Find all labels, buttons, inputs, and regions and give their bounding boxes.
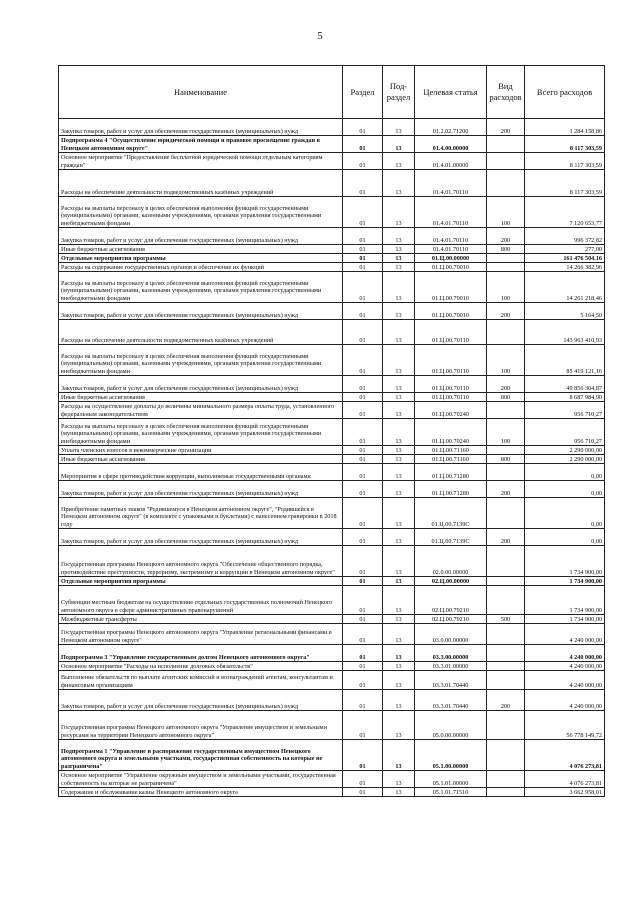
cell-vsego: 1 284 158,86 bbox=[525, 119, 605, 136]
cell-vsego: 8 117 303,59 bbox=[525, 170, 605, 197]
cell-vsego: 4 240 000,00 bbox=[525, 690, 605, 711]
cell-name: Закупка товаров, работ и услуг для обеспечения государственных (муниципальных) нужд bbox=[59, 481, 343, 498]
table-row bbox=[59, 464, 605, 481]
cell-vsego: 85 419 121,16 bbox=[525, 345, 605, 376]
table-row bbox=[59, 740, 605, 771]
cell-name: Закупка товаров, работ и услуг для обеспечения государственных (муниципальных) нужд bbox=[59, 303, 343, 320]
table-row bbox=[59, 393, 605, 402]
cell-podrazdel: 13 bbox=[383, 788, 415, 797]
cell-razdel: 01 bbox=[343, 119, 383, 136]
cell-razdel: 01 bbox=[343, 446, 383, 455]
cell-celevaya: 01.Ц.00.7139С bbox=[415, 498, 487, 529]
cell-vid bbox=[487, 320, 525, 345]
cell-podrazdel: 13 bbox=[383, 546, 415, 577]
cell-vsego: 4 240 000,00 bbox=[525, 671, 605, 690]
cell-razdel: 01 bbox=[343, 671, 383, 690]
table-row bbox=[59, 345, 605, 376]
cell-razdel: 01 bbox=[343, 376, 383, 393]
cell-celevaya: 01.Ц.00.70110 bbox=[415, 376, 487, 393]
cell-celevaya: 01.4.01.70110 bbox=[415, 197, 487, 228]
cell-name: Государственная программа Ненецкого автономного округа "Управление региональными финансами в Ненецком автономном округе" bbox=[59, 624, 343, 645]
cell-vid: 100 bbox=[487, 197, 525, 228]
cell-name: Расходы на содержание государственных органов и обеспечение их функций bbox=[59, 263, 343, 272]
cell-name: Основное мероприятие "Расходы на исполнение долговых обязательств" bbox=[59, 662, 343, 671]
cell-celevaya: 02.Ц.00.00000 bbox=[415, 577, 487, 586]
cell-vid: 200 bbox=[487, 376, 525, 393]
cell-razdel: 01 bbox=[343, 245, 383, 254]
cell-celevaya: 02.0.00.00000 bbox=[415, 546, 487, 577]
cell-vsego: 143 963 410,93 bbox=[525, 320, 605, 345]
table-row bbox=[59, 153, 605, 170]
table-row bbox=[59, 771, 605, 788]
cell-vsego: 56 778 149,72 bbox=[525, 711, 605, 740]
cell-name: Мероприятия в сфере противодействия коррупции, выполняемые государственными органами bbox=[59, 464, 343, 481]
cell-razdel: 01 bbox=[343, 690, 383, 711]
table-row bbox=[59, 498, 605, 529]
table-row bbox=[59, 263, 605, 272]
cell-vid bbox=[487, 771, 525, 788]
cell-razdel: 01 bbox=[343, 170, 383, 197]
table-row bbox=[59, 245, 605, 254]
cell-name: Расходы на обеспечение деятельности подведомственных казённых учреждений bbox=[59, 170, 343, 197]
cell-razdel: 01 bbox=[343, 419, 383, 446]
cell-podrazdel: 13 bbox=[383, 320, 415, 345]
cell-vid bbox=[487, 645, 525, 662]
cell-vid: 200 bbox=[487, 529, 525, 546]
cell-celevaya: 03.3.00.00000 bbox=[415, 645, 487, 662]
cell-vid bbox=[487, 624, 525, 645]
cell-celevaya: 05.0.00.00000 bbox=[415, 711, 487, 740]
cell-name: Выполнение обязательств по выплате агентских комиссий и вознаграждений агентам, консультантам и финансовым организациям bbox=[59, 671, 343, 690]
cell-vsego: 0,00 bbox=[525, 464, 605, 481]
cell-razdel: 01 bbox=[343, 529, 383, 546]
table-row bbox=[59, 586, 605, 615]
cell-vid bbox=[487, 662, 525, 671]
header-podrazdel: Под-раздел bbox=[383, 66, 415, 119]
cell-vsego: 1 734 900,00 bbox=[525, 615, 605, 624]
header-celevaya: Целевая статья bbox=[415, 66, 487, 119]
cell-razdel: 01 bbox=[343, 577, 383, 586]
table-row bbox=[59, 711, 605, 740]
cell-name: Закупка товаров, работ и услуг для обеспечения государственных (муниципальных) нужд bbox=[59, 228, 343, 245]
table-row bbox=[59, 170, 605, 197]
cell-celevaya: 01.Ц.00.70010 bbox=[415, 272, 487, 303]
cell-razdel: 01 bbox=[343, 393, 383, 402]
table-row bbox=[59, 481, 605, 498]
cell-name: Государственная программа Ненецкого автономного округа "Обеспечение общественного порядка, противодействие преступности, терроризму, экстремизму и коррупции в Ненецком автономном округе" bbox=[59, 546, 343, 577]
cell-name: Закупка товаров, работ и услуг для обеспечения государственных (муниципальных) нужд bbox=[59, 529, 343, 546]
cell-razdel: 01 bbox=[343, 320, 383, 345]
cell-celevaya: 01.4.00.00000 bbox=[415, 136, 487, 153]
cell-vsego: 5 164,50 bbox=[525, 303, 605, 320]
cell-name: Отдельные мероприятия программы bbox=[59, 577, 343, 586]
cell-name: Отдельные мероприятия программы bbox=[59, 254, 343, 263]
cell-vid: 200 bbox=[487, 481, 525, 498]
cell-vid bbox=[487, 788, 525, 797]
cell-name: Межбюджетные трансферты bbox=[59, 615, 343, 624]
cell-podrazdel: 13 bbox=[383, 393, 415, 402]
table-row bbox=[59, 645, 605, 662]
cell-podrazdel: 13 bbox=[383, 577, 415, 586]
cell-name: Иные бюджетные ассигнования bbox=[59, 393, 343, 402]
table-row bbox=[59, 690, 605, 711]
cell-name: Расходы на обеспечение деятельности подведомственных казённых учреждений bbox=[59, 320, 343, 345]
cell-razdel: 01 bbox=[343, 498, 383, 529]
cell-name: Основное мероприятие "Предоставление бесплатной юридической помощи отдельным категориям граждан" bbox=[59, 153, 343, 170]
cell-podrazdel: 13 bbox=[383, 170, 415, 197]
cell-celevaya: 05.1.01.00000 bbox=[415, 771, 487, 788]
cell-vsego: 956 710,27 bbox=[525, 419, 605, 446]
cell-name: Подпрограмма 4 "Осуществление юридической помощи и правовое просвещение граждан в Ненецком автономном округе" bbox=[59, 136, 343, 153]
cell-vid bbox=[487, 136, 525, 153]
cell-vid: 800 bbox=[487, 455, 525, 464]
cell-celevaya: 03.0.00.00000 bbox=[415, 624, 487, 645]
cell-podrazdel: 13 bbox=[383, 136, 415, 153]
cell-podrazdel: 13 bbox=[383, 119, 415, 136]
table-row bbox=[59, 446, 605, 455]
cell-name: Расходы на осуществление доплаты до величины минимального размера оплаты труда, установленного федеральным законодательством bbox=[59, 402, 343, 419]
table-row bbox=[59, 197, 605, 228]
cell-razdel: 01 bbox=[343, 254, 383, 263]
table-row bbox=[59, 119, 605, 136]
cell-podrazdel: 13 bbox=[383, 624, 415, 645]
cell-vsego: 2 290 000,00 bbox=[525, 446, 605, 455]
cell-vid bbox=[487, 254, 525, 263]
table-row bbox=[59, 320, 605, 345]
cell-podrazdel: 13 bbox=[383, 711, 415, 740]
cell-vsego: 0,00 bbox=[525, 481, 605, 498]
cell-podrazdel: 13 bbox=[383, 740, 415, 771]
cell-razdel: 01 bbox=[343, 645, 383, 662]
header-vid: Вид расходов bbox=[487, 66, 525, 119]
cell-razdel: 01 bbox=[343, 546, 383, 577]
cell-celevaya: 01.Ц.00.70010 bbox=[415, 303, 487, 320]
table-header-row bbox=[59, 66, 605, 119]
cell-celevaya: 01.Ц.00.70240 bbox=[415, 402, 487, 419]
cell-name: Закупка товаров, работ и услуг для обеспечения государственных (муниципальных) нужд bbox=[59, 690, 343, 711]
cell-vsego: 996 372,82 bbox=[525, 228, 605, 245]
cell-podrazdel: 13 bbox=[383, 419, 415, 446]
cell-vid: 800 bbox=[487, 393, 525, 402]
cell-vsego: 0,00 bbox=[525, 529, 605, 546]
cell-celevaya: 01.Ц.00.71280 bbox=[415, 481, 487, 498]
cell-name: Расходы на выплаты персоналу в целях обеспечения выполнения функций государственными (муниципальными) органами, казенными учреждениями, органами управления государственными внебюджетными фондами bbox=[59, 272, 343, 303]
cell-name: Подпрограмма 1 "Управление и распоряжение государственным имуществом Ненецкого автономного округа и земельными участками, государственная собственность на которые не разграничена" bbox=[59, 740, 343, 771]
cell-vid bbox=[487, 546, 525, 577]
cell-vsego: 14 266 382,96 bbox=[525, 263, 605, 272]
cell-vsego: 956 710,27 bbox=[525, 402, 605, 419]
table-row bbox=[59, 546, 605, 577]
cell-vid bbox=[487, 498, 525, 529]
cell-name: Иные бюджетные ассигнования bbox=[59, 455, 343, 464]
table-row bbox=[59, 228, 605, 245]
cell-celevaya: 03.3.01.70440 bbox=[415, 690, 487, 711]
cell-vid: 800 bbox=[487, 245, 525, 254]
cell-vsego: 1 734 900,00 bbox=[525, 586, 605, 615]
cell-vsego: 4 076 273,81 bbox=[525, 740, 605, 771]
cell-podrazdel: 13 bbox=[383, 153, 415, 170]
table-row bbox=[59, 615, 605, 624]
cell-celevaya: 01.4.01.70110 bbox=[415, 170, 487, 197]
cell-razdel: 01 bbox=[343, 345, 383, 376]
table-row bbox=[59, 254, 605, 263]
cell-celevaya: 01.Ц.00.71160 bbox=[415, 455, 487, 464]
cell-celevaya: 01.Ц.00.7139С bbox=[415, 529, 487, 546]
cell-celevaya: 02.Ц.00.79210 bbox=[415, 615, 487, 624]
table-row bbox=[59, 376, 605, 393]
cell-podrazdel: 13 bbox=[383, 586, 415, 615]
cell-vid bbox=[487, 170, 525, 197]
cell-celevaya: 01.Ц.00.71160 bbox=[415, 446, 487, 455]
table-row bbox=[59, 788, 605, 797]
cell-podrazdel: 13 bbox=[383, 446, 415, 455]
cell-razdel: 01 bbox=[343, 136, 383, 153]
cell-vid bbox=[487, 402, 525, 419]
table-row bbox=[59, 136, 605, 153]
header-vsego: Всего расходов bbox=[525, 66, 605, 119]
cell-celevaya: 01.Ц.00.71280 bbox=[415, 464, 487, 481]
table-row bbox=[59, 455, 605, 464]
cell-vid: 200 bbox=[487, 228, 525, 245]
cell-vid bbox=[487, 711, 525, 740]
cell-podrazdel: 13 bbox=[383, 402, 415, 419]
cell-name: Субвенции местным бюджетам на осуществление отдельных государственных полномочий Ненецкого автономного округа в сфере административных правонарушений bbox=[59, 586, 343, 615]
cell-name: Уплата членских взносов в некоммерческие организации bbox=[59, 446, 343, 455]
cell-vid bbox=[487, 263, 525, 272]
cell-razdel: 01 bbox=[343, 263, 383, 272]
cell-razdel: 01 bbox=[343, 153, 383, 170]
cell-podrazdel: 13 bbox=[383, 615, 415, 624]
cell-razdel: 01 bbox=[343, 455, 383, 464]
table-row bbox=[59, 272, 605, 303]
cell-vid bbox=[487, 577, 525, 586]
cell-podrazdel: 13 bbox=[383, 662, 415, 671]
cell-vid: 200 bbox=[487, 690, 525, 711]
cell-name: Расходы на выплаты персоналу в целях обеспечения выполнения функций государственными (муниципальными) органами, казенными учреждениями, органами управления государственными внебюджетными фондами bbox=[59, 345, 343, 376]
cell-vsego: 4 076 273,81 bbox=[525, 771, 605, 788]
cell-name: Государственная программа Ненецкого автономного округа "Управление имуществом и земельными ресурсами на территории Ненецкого автономного округа" bbox=[59, 711, 343, 740]
cell-razdel: 01 bbox=[343, 740, 383, 771]
cell-celevaya: 05.1.00.00000 bbox=[415, 740, 487, 771]
cell-razdel: 01 bbox=[343, 711, 383, 740]
cell-podrazdel: 13 bbox=[383, 690, 415, 711]
cell-celevaya: 01.4.01.00000 bbox=[415, 153, 487, 170]
cell-vsego: 4 240 000,00 bbox=[525, 624, 605, 645]
cell-celevaya: 01.Ц.00.70010 bbox=[415, 263, 487, 272]
cell-podrazdel: 13 bbox=[383, 771, 415, 788]
table-row bbox=[59, 624, 605, 645]
cell-vsego: 8 687 984,90 bbox=[525, 393, 605, 402]
cell-vid: 500 bbox=[487, 615, 525, 624]
cell-name: Закупка товаров, работ и услуг для обеспечения государственных (муниципальных) нужд bbox=[59, 119, 343, 136]
cell-vid bbox=[487, 671, 525, 690]
cell-razdel: 01 bbox=[343, 788, 383, 797]
cell-razdel: 01 bbox=[343, 303, 383, 320]
cell-vsego: 8 117 303,59 bbox=[525, 153, 605, 170]
page-number: 5 bbox=[317, 30, 323, 42]
cell-podrazdel: 13 bbox=[383, 464, 415, 481]
cell-podrazdel: 13 bbox=[383, 345, 415, 376]
cell-name: Содержание и обслуживание казны Ненецкого автономного округа bbox=[59, 788, 343, 797]
cell-podrazdel: 13 bbox=[383, 481, 415, 498]
cell-podrazdel: 13 bbox=[383, 228, 415, 245]
cell-vsego: 4 240 000,00 bbox=[525, 645, 605, 662]
cell-razdel: 01 bbox=[343, 615, 383, 624]
table-row bbox=[59, 303, 605, 320]
cell-celevaya: 03.3.01.70440 bbox=[415, 671, 487, 690]
cell-vsego: 4 240 000,00 bbox=[525, 662, 605, 671]
cell-vid bbox=[487, 153, 525, 170]
cell-razdel: 01 bbox=[343, 272, 383, 303]
cell-razdel: 01 bbox=[343, 662, 383, 671]
cell-celevaya: 01.4.01.70110 bbox=[415, 228, 487, 245]
cell-vsego: 49 856 304,87 bbox=[525, 376, 605, 393]
cell-vsego: 3 662 958,01 bbox=[525, 788, 605, 797]
cell-razdel: 01 bbox=[343, 624, 383, 645]
cell-podrazdel: 13 bbox=[383, 645, 415, 662]
cell-name: Иные бюджетные ассигнования bbox=[59, 245, 343, 254]
cell-vsego: 161 476 504,16 bbox=[525, 254, 605, 263]
table-row bbox=[59, 529, 605, 546]
cell-vsego: 277,00 bbox=[525, 245, 605, 254]
cell-vid: 200 bbox=[487, 119, 525, 136]
cell-vid: 100 bbox=[487, 345, 525, 376]
cell-podrazdel: 13 bbox=[383, 455, 415, 464]
cell-celevaya: 05.1.01.71510 bbox=[415, 788, 487, 797]
cell-vsego: 8 117 303,59 bbox=[525, 136, 605, 153]
cell-vid: 100 bbox=[487, 419, 525, 446]
cell-celevaya: 01.Ц.00.70110 bbox=[415, 345, 487, 376]
header-name: Наименование bbox=[59, 66, 343, 119]
cell-celevaya: 01.Ц.00.70240 bbox=[415, 419, 487, 446]
cell-vsego: 7 120 653,77 bbox=[525, 197, 605, 228]
cell-podrazdel: 13 bbox=[383, 671, 415, 690]
cell-vid bbox=[487, 586, 525, 615]
cell-vsego: 1 734 900,00 bbox=[525, 546, 605, 577]
cell-celevaya: 01.Ц.00.70110 bbox=[415, 393, 487, 402]
cell-vid: 200 bbox=[487, 303, 525, 320]
cell-podrazdel: 13 bbox=[383, 254, 415, 263]
cell-name: Закупка товаров, работ и услуг для обеспечения государственных (муниципальных) нужд bbox=[59, 376, 343, 393]
cell-vsego: 1 734 900,00 bbox=[525, 577, 605, 586]
cell-vid bbox=[487, 446, 525, 455]
cell-celevaya: 01.4.01.70110 bbox=[415, 245, 487, 254]
cell-razdel: 01 bbox=[343, 228, 383, 245]
cell-podrazdel: 13 bbox=[383, 245, 415, 254]
cell-podrazdel: 13 bbox=[383, 263, 415, 272]
header-razdel: Раздел bbox=[343, 66, 383, 119]
cell-podrazdel: 13 bbox=[383, 303, 415, 320]
cell-podrazdel: 13 bbox=[383, 376, 415, 393]
cell-celevaya: 03.3.01.00000 bbox=[415, 662, 487, 671]
cell-razdel: 01 bbox=[343, 402, 383, 419]
cell-vid: 100 bbox=[487, 272, 525, 303]
cell-name: Подпрограмма 3 "Управление государственным долгом Ненецкого автономного округа" bbox=[59, 645, 343, 662]
table-row bbox=[59, 419, 605, 446]
cell-razdel: 01 bbox=[343, 586, 383, 615]
cell-name: Расходы на выплаты персоналу в целях обеспечения выполнения функций государственными (муниципальными) органами, казенными учреждениями, органами управления государственными внебюджетными фондами bbox=[59, 419, 343, 446]
cell-name: Основное мероприятие "Управление окружным имуществом и земельными участками, государственная собственность на которые не разграничена" bbox=[59, 771, 343, 788]
cell-vsego: 2 290 000,00 bbox=[525, 455, 605, 464]
cell-razdel: 01 bbox=[343, 481, 383, 498]
table-row bbox=[59, 577, 605, 586]
cell-vid bbox=[487, 740, 525, 771]
cell-celevaya: 02.Ц.00.79210 bbox=[415, 586, 487, 615]
cell-podrazdel: 13 bbox=[383, 529, 415, 546]
cell-vsego: 0,00 bbox=[525, 498, 605, 529]
cell-razdel: 01 bbox=[343, 464, 383, 481]
cell-razdel: 01 bbox=[343, 197, 383, 228]
cell-name: Расходы на выплаты персоналу в целях обеспечения выполнения функций государственными (муниципальными) органами, казенными учреждениями, органами управления государственными внебюджетными фондами bbox=[59, 197, 343, 228]
cell-vsego: 14 261 218,46 bbox=[525, 272, 605, 303]
budget-table bbox=[58, 65, 605, 797]
cell-celevaya: 01.Ц.00.00000 bbox=[415, 254, 487, 263]
table-row bbox=[59, 402, 605, 419]
cell-podrazdel: 13 bbox=[383, 272, 415, 303]
cell-vid bbox=[487, 464, 525, 481]
cell-name: Приобретение памятных знаков "Родившемуся в Ненецком автономном округе", "Родившейся в Ненецком автономном округе" (в комплекте с упаковками и буклетами) с нанесением гравировки в 2018 году bbox=[59, 498, 343, 529]
cell-podrazdel: 13 bbox=[383, 498, 415, 529]
table-row bbox=[59, 662, 605, 671]
table-row bbox=[59, 671, 605, 690]
cell-celevaya: 01.2.02.71200 bbox=[415, 119, 487, 136]
cell-podrazdel: 13 bbox=[383, 197, 415, 228]
cell-celevaya: 01.Ц.00.70110 bbox=[415, 320, 487, 345]
cell-razdel: 01 bbox=[343, 771, 383, 788]
